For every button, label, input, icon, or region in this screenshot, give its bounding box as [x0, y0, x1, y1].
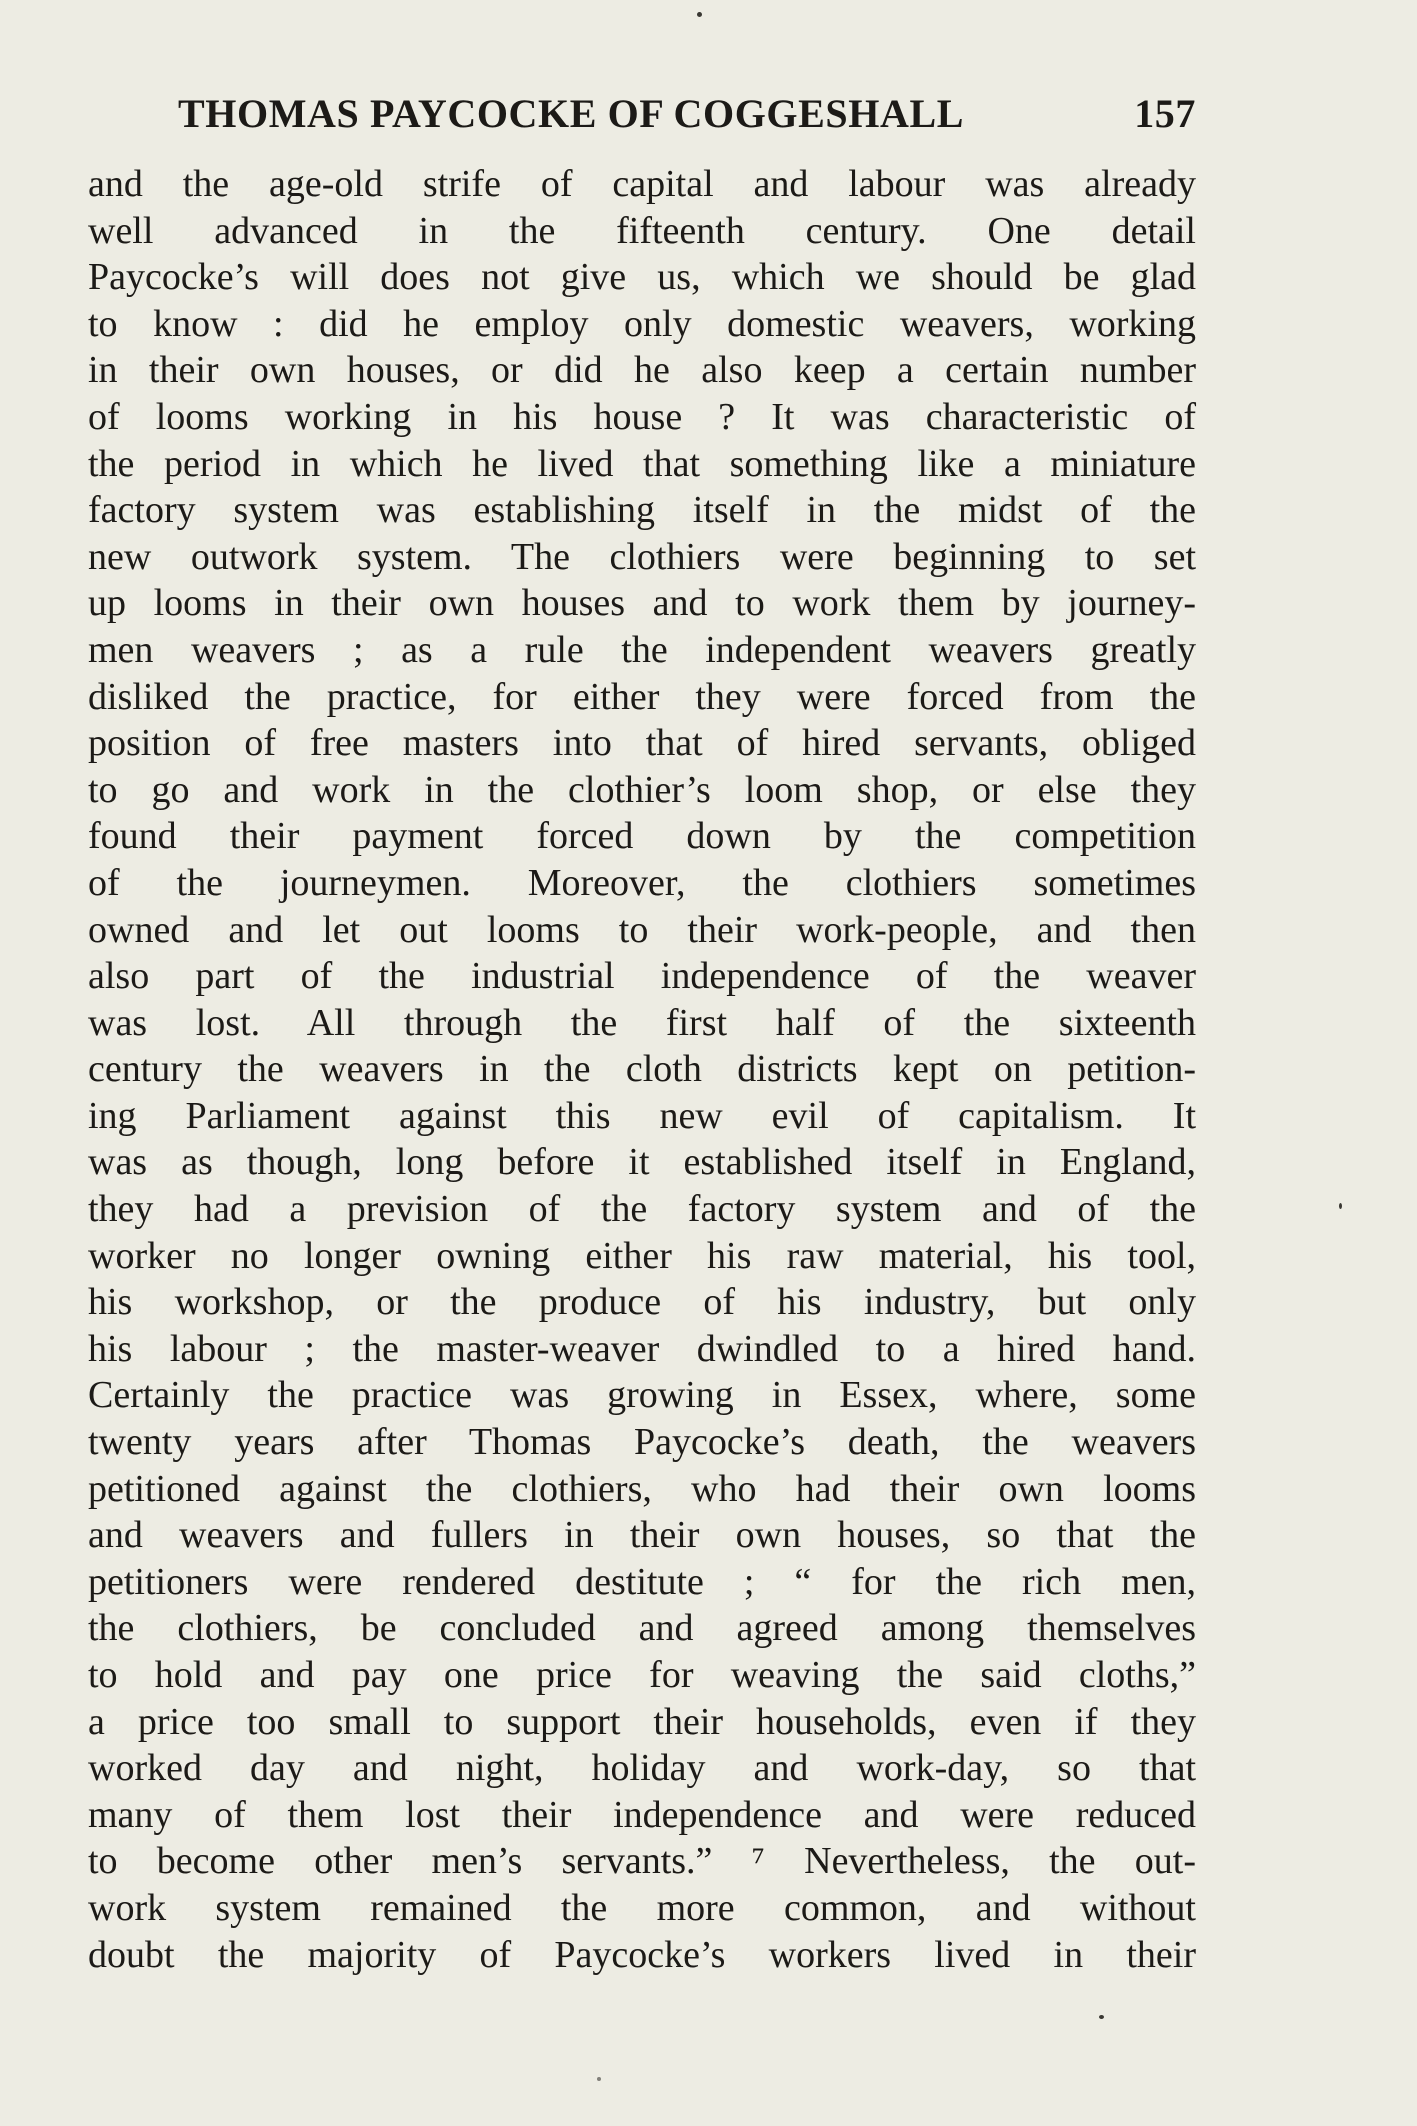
body-paragraph	[88, 161, 1196, 1978]
text-line: in their own houses, or did he also keep a certain number	[88, 349, 1196, 392]
text-line: the clothiers, be concluded and agreed among themselves	[88, 1607, 1196, 1650]
paper-speck	[1339, 1203, 1342, 1209]
text-line: to know : did he employ only domestic weavers, working	[88, 302, 1196, 345]
text-line: of looms working in his house ? It was characteristic of	[88, 395, 1196, 438]
text-line: worked day and night, holiday and work-day, so that	[88, 1747, 1196, 1790]
text-line: a price too small to support their households, even if they	[88, 1700, 1196, 1743]
text-line: Paycocke’s will does not give us, which we should be glad	[88, 256, 1196, 299]
text-line: new outwork system. The clothiers were beginning to set	[88, 535, 1196, 578]
text-line: petitioners were rendered destitute ; “ for the rich men,	[88, 1560, 1196, 1603]
text-line: was lost. All through the first half of the sixteenth	[88, 1001, 1196, 1044]
text-line: work system remained the more common, and without	[88, 1886, 1196, 1929]
text-line: was as though, long before it established itself in England,	[88, 1141, 1196, 1184]
text-line: to hold and pay one price for weaving the said cloths,”	[88, 1654, 1196, 1696]
text-line: and weavers and fullers in their own houses, so that the	[88, 1514, 1196, 1557]
text-line: position of free masters into that of hired servants, obliged	[88, 722, 1196, 765]
text-line: found their payment forced down by the competition	[88, 815, 1196, 858]
text-line: twenty years after Thomas Paycocke’s death, the weavers	[88, 1421, 1196, 1464]
text-line: to become other men’s servants.” ⁷ Nevertheless, the out-	[88, 1840, 1196, 1883]
text-line: also part of the industrial independence of the weaver	[88, 955, 1196, 998]
text-line: of the journeymen. Moreover, the clothiers sometimes	[88, 861, 1196, 904]
page-number: 157	[1134, 91, 1196, 136]
text-line: and the age-old strife of capital and labour was already	[88, 163, 1196, 205]
paper-speck	[697, 12, 702, 17]
text-line: his workshop, or the produce of his industry, but only	[88, 1281, 1196, 1324]
text-line: the period in which he lived that something like a miniature	[88, 442, 1196, 485]
text-line: worker no longer owning either his raw material, his tool,	[88, 1234, 1196, 1277]
text-line: doubt the majority of Paycocke’s workers lived in their	[88, 1933, 1196, 1976]
text-line: to go and work in the clothier’s loom shop, or else they	[88, 768, 1196, 811]
text-line: his labour ; the master-weaver dwindled to a hired hand.	[88, 1327, 1196, 1370]
text-line: many of them lost their independence and were reduced	[88, 1793, 1196, 1836]
text-line: century the weavers in the cloth districts kept on petition-	[88, 1048, 1196, 1091]
text-line: men weavers ; as a rule the independent weavers greatly	[88, 628, 1196, 671]
running-head-title: THOMAS PAYCOCKE OF COGGESHALL	[178, 91, 965, 136]
paper-speck	[597, 2077, 601, 2081]
text-line: petitioned against the clothiers, who had their own looms	[88, 1467, 1196, 1510]
text-line: up looms in their own houses and to work them by journey-	[88, 582, 1196, 625]
text-line: owned and let out looms to their work-people, and then	[88, 908, 1196, 951]
text-line: ing Parliament against this new evil of capitalism. It	[88, 1094, 1196, 1137]
running-head	[88, 84, 1196, 144]
text-line: they had a prevision of the factory system and of the	[88, 1188, 1196, 1231]
text-line: factory system was establishing itself in the midst of the	[88, 489, 1196, 532]
text-line: Certainly the practice was growing in Essex, where, some	[88, 1374, 1196, 1417]
text-line: disliked the practice, for either they were forced from the	[88, 675, 1196, 718]
paper-speck	[1099, 2015, 1104, 2019]
text-line: well advanced in the fifteenth century. One detail	[88, 209, 1196, 252]
